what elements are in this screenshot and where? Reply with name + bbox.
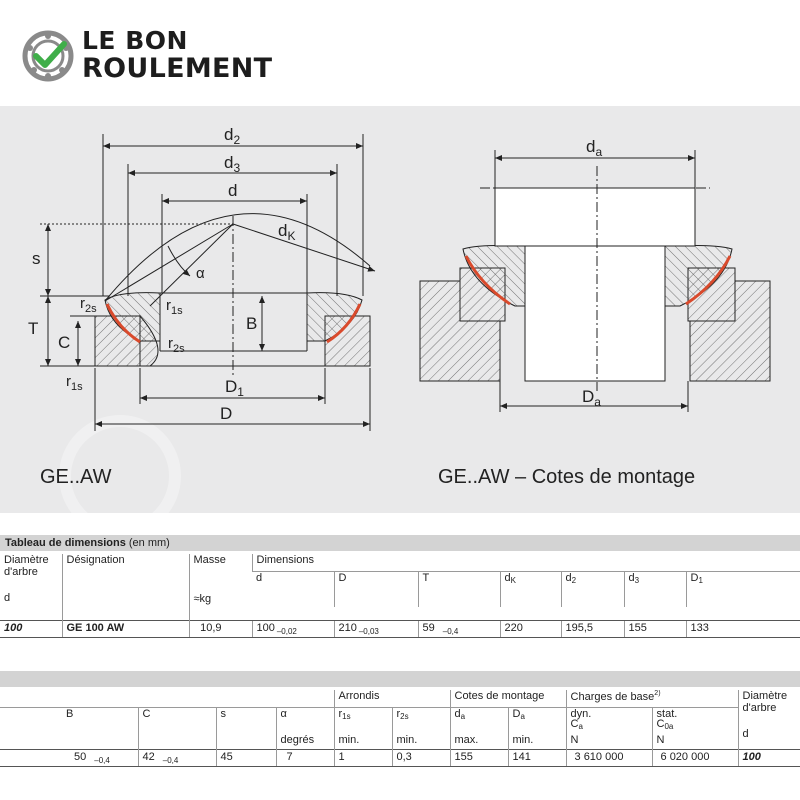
label-D1: $D_1$ xyxy=(225,377,244,399)
hdr-designation: Désignation xyxy=(62,554,189,620)
hdr-dK: $d_K$ xyxy=(500,571,561,607)
cell-dK: 220 xyxy=(500,620,561,637)
hdr-Da-unit: min. xyxy=(508,731,566,749)
label-r2s-outer: $r_{2s}$ xyxy=(80,295,97,315)
hdr-shaft-l2: d'arbre xyxy=(4,566,38,578)
hdr-d2: $d_2$ xyxy=(561,571,624,607)
bearing-drawing-svg xyxy=(0,106,800,513)
hdr-C0a-unit: N xyxy=(652,731,738,749)
label-s: s xyxy=(32,249,41,268)
hdr-D: D xyxy=(334,571,418,607)
cell-Ca: 3 610 000 xyxy=(566,749,652,766)
hdr-B: B xyxy=(0,707,138,731)
hdr-dimensions: Dimensions xyxy=(252,554,800,571)
hdr-mass-unit: ≈kg xyxy=(193,593,212,605)
hdr-C0a: stat. $C_{0a}$ xyxy=(652,707,738,731)
hdr-C: C xyxy=(138,707,216,731)
hdr-shaft-unit: d xyxy=(4,592,11,604)
hdr-mass xyxy=(189,554,252,620)
table-row xyxy=(0,749,800,766)
cell-D: 210 $_{-0,03}$ xyxy=(334,620,418,637)
caption-left: GE..AW xyxy=(40,466,112,488)
label-C: C xyxy=(58,333,71,352)
hdr-spacer xyxy=(252,607,800,620)
label-Da: $D_a$ xyxy=(582,387,601,409)
label-d2: $d_2$ xyxy=(224,125,241,147)
hdr-d: d xyxy=(252,571,334,607)
caption-right: GE..AW – Cotes de montage xyxy=(438,466,696,488)
left-section-view xyxy=(40,134,375,431)
label-da: $d_a$ xyxy=(586,137,603,159)
hdr-C-unit xyxy=(138,731,216,749)
hdr-shaft2-l2: d'arbre xyxy=(742,702,777,714)
hdr-r2s-unit: min. xyxy=(392,731,450,749)
technical-drawing xyxy=(0,106,800,513)
logo-line1: LE BON xyxy=(82,26,188,55)
cell-T: 59 $_{-0,4}$ xyxy=(418,620,500,637)
hdr-shaft2-unit: d xyxy=(742,728,749,740)
hdr-s-unit xyxy=(216,731,276,749)
hdr-Da: $D_a$ xyxy=(508,707,566,731)
cell-da: 155 xyxy=(450,749,508,766)
hdr-da-unit: max. xyxy=(450,731,508,749)
hdr-Ca: dyn. $C_a$ xyxy=(566,707,652,731)
cell-Da: 141 xyxy=(508,749,566,766)
hdr-arrondis: Arrondis xyxy=(334,690,450,707)
hdr-alpha: α xyxy=(276,707,334,731)
cell-d2: 195,5 xyxy=(561,620,624,637)
cell-shaft: 100 xyxy=(0,620,62,637)
mounting-table xyxy=(0,690,800,767)
hdr-da: $d_a$ xyxy=(450,707,508,731)
label-r1s-outer: $r_{1s}$ xyxy=(66,373,83,393)
label-d: d xyxy=(228,181,238,200)
logo-line2: ROULEMENT xyxy=(82,53,273,84)
hdr-r1s: $r_{1s}$ xyxy=(334,707,392,731)
bearing-check-icon xyxy=(22,30,74,82)
hdr-mass-label: Masse xyxy=(193,554,226,566)
hdr-cotes: Cotes de montage xyxy=(450,690,566,707)
logo-wordmark xyxy=(82,28,272,82)
hdr-shaft2 xyxy=(738,690,800,749)
hdr-r1s-unit: min. xyxy=(334,731,392,749)
label-B: B xyxy=(246,314,258,333)
cell-d3: 155 xyxy=(624,620,686,637)
cell-B: 50 $_{-0,4}$ xyxy=(0,749,138,766)
hdr-T: T xyxy=(418,571,500,607)
cell-D1: 133 xyxy=(686,620,800,637)
cell-designation: GE 100 AW xyxy=(62,620,189,637)
cell-C: 42 $_{-0,4}$ xyxy=(138,749,216,766)
hdr-Ca-unit: N xyxy=(566,731,652,749)
label-d3: $d_3$ xyxy=(224,153,241,175)
cell-d: 100 $_{-0,02}$ xyxy=(252,620,334,637)
cell-C0a: 6 020 000 xyxy=(652,749,738,766)
hdr-s: s xyxy=(216,707,276,731)
label-T: T xyxy=(28,319,39,338)
dimensions-table xyxy=(0,554,800,638)
label-r1s-inner: $r_{1s}$ xyxy=(166,297,183,317)
table-row xyxy=(0,620,800,637)
hdr-d3: $d_3$ xyxy=(624,571,686,607)
hdr-dyn: dyn. xyxy=(570,707,592,720)
cell-shaft2: 100 xyxy=(738,749,800,766)
hdr-D1: $D_1$ xyxy=(686,571,800,607)
label-alpha: α xyxy=(196,265,205,282)
hdr-stat: stat. xyxy=(656,707,678,720)
table2-title-bar xyxy=(0,671,800,687)
label-r2s-inner: $r_{2s}$ xyxy=(168,335,185,355)
brand-logo xyxy=(22,28,302,84)
hdr-alpha-unit: degrés xyxy=(276,731,334,749)
label-D: D xyxy=(220,404,233,423)
cell-mass: 10,9 xyxy=(189,620,252,637)
right-mounting-view xyxy=(420,150,770,412)
hdr-shaft-l1: Diamètre xyxy=(4,554,49,566)
label-dK: $d_K$ xyxy=(278,221,296,243)
hdr-r2s: $r_{2s}$ xyxy=(392,707,450,731)
table1-title-bold: Tableau de dimensions xyxy=(5,537,126,549)
cell-r1s: 1 xyxy=(334,749,392,766)
table1-title xyxy=(0,535,800,551)
table1-title-unit: (en mm) xyxy=(125,537,170,549)
hdr-shaft xyxy=(0,554,62,620)
hdr-blank xyxy=(0,690,334,707)
cell-alpha: 7 xyxy=(276,749,334,766)
hdr-charges: Charges de base$^{2)}$ xyxy=(566,690,738,707)
hdr-shaft2-l1: Diamètre xyxy=(742,690,788,702)
cell-r2s: 0,3 xyxy=(392,749,450,766)
hdr-B-unit xyxy=(0,731,138,749)
cell-s: 45 xyxy=(216,749,276,766)
